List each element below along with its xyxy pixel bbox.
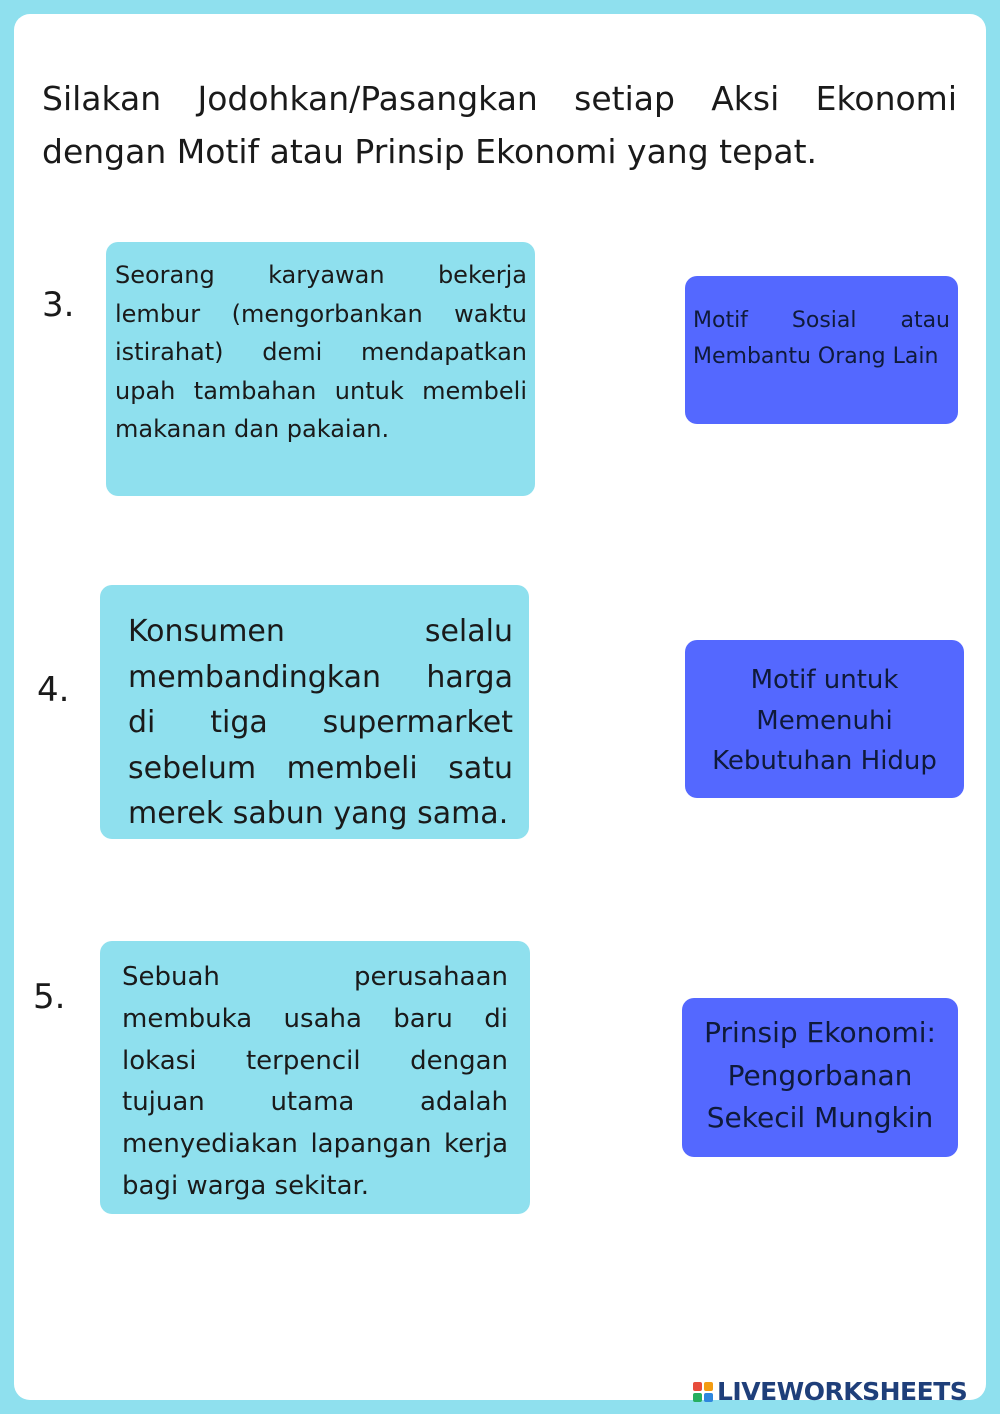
question-text-4: Konsumen selalu membandingkan harga di tiga supermarket sebelum membeli satu merek sabun yang sama. <box>128 614 513 831</box>
answer-box-prinsip-ekonomi[interactable] <box>682 998 958 1157</box>
answer-box-kebutuhan-hidup[interactable] <box>685 640 964 798</box>
question-text-3: Seorang karyawan bekerja lembur (mengorbankan waktu istirahat) demi mendapatkan upah tambahan untuk membeli makanan dan pakaian. <box>115 261 527 444</box>
answer-text-kebutuhan-hidup: Motif untuk Memenuhi Kebutuhan Hidup <box>712 665 937 776</box>
question-box-3[interactable] <box>106 242 535 496</box>
question-number-5: 5. <box>33 977 66 1017</box>
question-number-4: 4. <box>37 670 70 710</box>
question-box-5[interactable] <box>100 941 530 1214</box>
question-box-4[interactable] <box>100 585 529 839</box>
answer-box-motif-sosial[interactable] <box>685 276 958 424</box>
liveworksheets-logo <box>693 1377 967 1406</box>
question-text-5: Sebuah perusahaan membuka usaha baru di lokasi terpencil dengan tujuan utama adalah menyediakan lapangan kerja bagi warga sekitar. <box>122 962 508 1201</box>
instruction-text: Silakan Jodohkan/Pasangkan setiap Aksi Ekonomi dengan Motif atau Prinsip Ekonomi yang tepat. <box>42 79 957 171</box>
answer-text-motif-sosial: Motif Sosial atau Membantu Orang Lain <box>693 308 950 369</box>
question-number-3: 3. <box>42 285 75 325</box>
liveworksheets-logo-text: LIVEWORKSHEETS <box>717 1377 968 1406</box>
liveworksheets-logo-icon <box>693 1382 713 1402</box>
answer-text-prinsip-ekonomi: Prinsip Ekonomi: Pengorbanan Sekecil Mungkin <box>704 1016 936 1134</box>
